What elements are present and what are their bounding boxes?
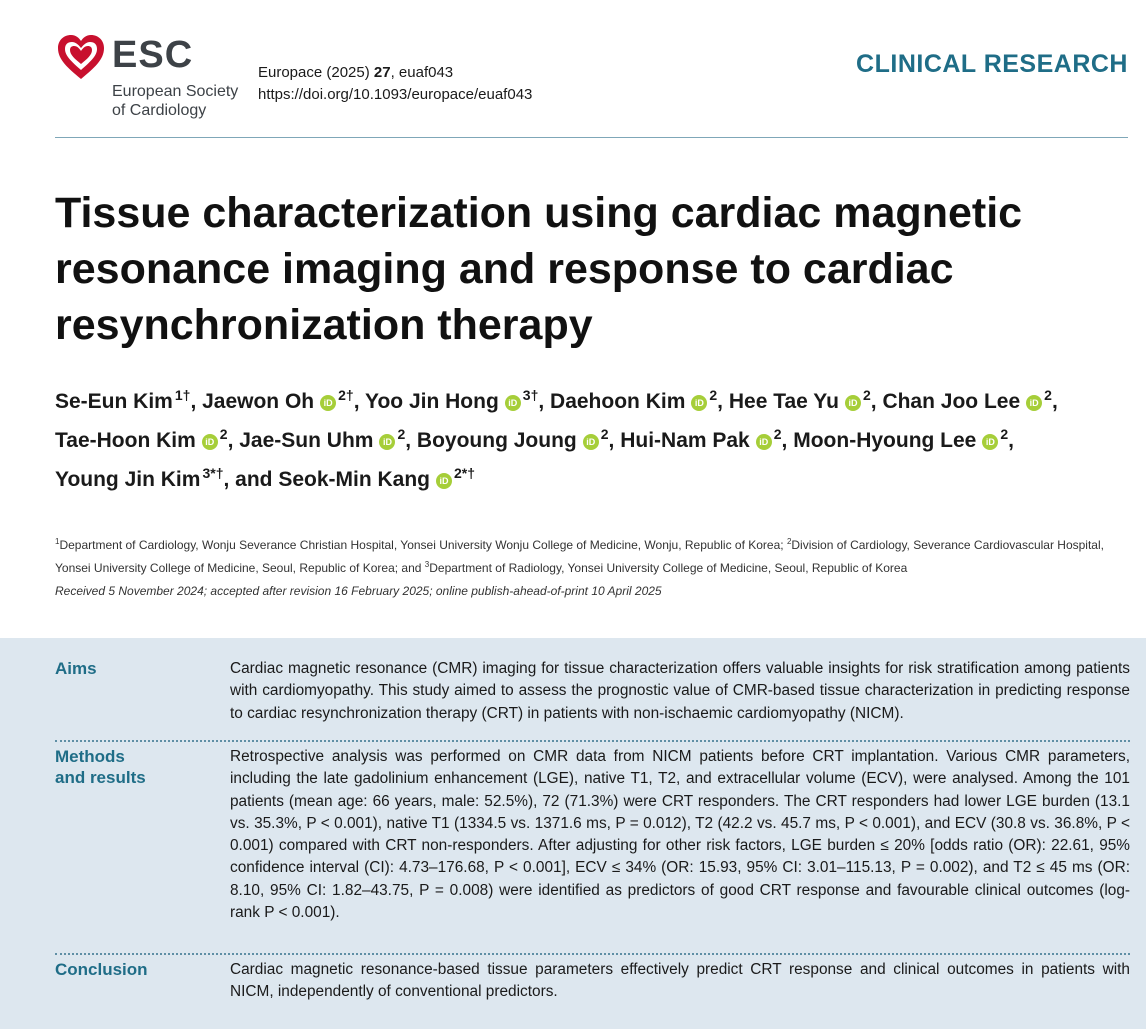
- author-name: Chan Joo Lee: [882, 390, 1021, 413]
- abstract-divider: [55, 740, 1130, 742]
- author: [620, 426, 782, 452]
- author: [55, 465, 224, 491]
- author-affiliation-mark: 3†: [522, 387, 539, 403]
- orcid-icon[interactable]: iD: [756, 434, 772, 450]
- orcid-icon[interactable]: iD: [583, 434, 599, 450]
- header-divider: [55, 137, 1128, 138]
- orcid-icon[interactable]: iD: [505, 395, 521, 411]
- journal-citation: [258, 62, 532, 106]
- author-name: Se-Eun Kim: [55, 390, 173, 413]
- orcid-icon[interactable]: iD: [1026, 395, 1042, 411]
- methods-label-line1: Methods: [55, 747, 125, 766]
- affiliation-text: Department of Cardiology, Wonju Severance Christian Hospital, Yonsei University Wonju College of Medicine, Wonju, Republic of Korea;: [59, 538, 787, 552]
- author-affiliation-mark: 2: [709, 387, 718, 403]
- author-affiliation-mark: 2: [862, 387, 871, 403]
- article-title: Tissue characterization using cardiac magnetic resonance imaging and response to cardiac resynchronization therapy: [55, 189, 1023, 349]
- author-name: Jae-Sun Uhm: [239, 429, 374, 452]
- author: [882, 387, 1052, 413]
- author-list: Se-Eun Kim $^{1\dagger}$, Jaewon Oh iD $^{2\dagger}$, Yoo Jin Hong iD $^{3\dagger}$, Daehoon Kim iD $^2$, Hee Tae Yu iD $^2$, Chan Joo Lee iD $^2$, Tae-Hoon Kim iD $^2$, Jae-Sun Uhm iD $^2$, Boyoung Joung iD $^2$, Hui-Nam Pak iD $^2$, Moon-Hyoung Lee iD $^2$, Young Jin Kim $^{3*\dagger}$, and Seok-Min Kang iD $^{2*\dagger}$: [55, 387, 1058, 491]
- author-name: Boyoung Joung: [416, 429, 577, 452]
- esc-sub-line2: of Cardiology: [112, 102, 207, 119]
- affiliation-number: 1: [55, 537, 60, 546]
- author-affiliation-mark: 2: [1044, 387, 1052, 403]
- author-name: Tae-Hoon Kim: [55, 429, 196, 452]
- author-affiliation-mark: 2: [773, 426, 782, 442]
- affiliations: [55, 532, 1130, 578]
- esc-logo-text: ESC: [112, 34, 194, 76]
- orcid-icon[interactable]: iD: [691, 395, 707, 411]
- author-name: Young Jin Kim: [55, 468, 201, 491]
- author: [202, 387, 354, 413]
- affiliation-text: Department of Radiology, Yonsei University College of Medicine, Seoul, Republic of Korea: [429, 561, 908, 575]
- author: [728, 387, 871, 413]
- esc-heart-logo-icon: [56, 34, 106, 82]
- author-affiliation-mark: 1†: [174, 387, 191, 403]
- author-affiliation-mark: 2: [219, 426, 228, 442]
- doi-link[interactable]: https://doi.org/10.1093/europace/euaf043: [258, 86, 533, 103]
- author-affiliation-mark: 2*†: [454, 465, 476, 481]
- abstract-divider: [55, 953, 1130, 955]
- journal-volume: 27: [373, 64, 391, 81]
- author: [550, 387, 718, 413]
- conclusion-label: Conclusion: [55, 960, 148, 979]
- author: [416, 426, 609, 452]
- orcid-icon[interactable]: iD: [202, 434, 218, 450]
- article-id: , euaf043: [390, 64, 454, 81]
- methods-label-line2: and results: [55, 768, 146, 787]
- orcid-icon[interactable]: iD: [982, 434, 998, 450]
- article-header: [0, 0, 1146, 140]
- esc-logo-subtitle: [112, 82, 238, 120]
- section-tag: CLINICAL RESEARCH: [856, 50, 1128, 78]
- author: [793, 426, 1009, 452]
- author: [55, 387, 191, 413]
- author-name: Yoo Jin Hong: [365, 390, 499, 413]
- author-name: Moon-Hyoung Lee: [793, 429, 977, 452]
- aims-text: Cardiac magnetic resonance (CMR) imaging for tissue characterization offers valuable insights for risk stratification among patients with cardiomyopathy. This study aimed to assess the prognostic value of CMR-based tissue characterization in predicting response to cardiac resynchronization therapy (CRT) in patients with non-ischaemic cardiomyopathy (NICM).: [230, 660, 1130, 722]
- author-name: Daehoon Kim: [550, 390, 686, 413]
- author-name: Hui-Nam Pak: [620, 429, 750, 452]
- author-affiliation-mark: 2: [600, 426, 609, 442]
- journal-volume-line: [258, 62, 532, 84]
- author: [365, 387, 539, 413]
- orcid-icon[interactable]: iD: [436, 473, 452, 489]
- author-affiliation-mark: 2: [397, 426, 406, 442]
- methods-label: [55, 746, 215, 788]
- author: [239, 426, 406, 452]
- esc-sub-line1: European Society: [112, 83, 239, 100]
- conclusion-text: Cardiac magnetic resonance-based tissue parameters effectively predict CRT response and clinical outcomes in patients with NICM, independently of conventional predictors.: [230, 961, 1130, 1001]
- aims-label: Aims: [55, 659, 97, 678]
- article-dates: Received 5 November 2024; accepted after revision 16 February 2025; online publish-ahead-of-print 10 April 2025: [55, 584, 662, 598]
- methods-text: Retrospective analysis was performed on CMR data from NICM patients before CRT implantation. Various CMR parameters, including the late gadolinium enhancement (LGE), native T1, T2, and extracellular volume (ECV), were analysed. Among the 101 patients (mean age: 66 years, male: 52.5%), 72 (71.3%) were CRT responders. The CRT responders had lower LGE burden (13.1 vs. 35.3%, P < 0.001), native T1 (1334.5 vs. 1371.6 ms, P = 0.012), T2 (42.2 vs. 45.7 ms, P < 0.001), and ECV (30.8 vs. 36.8%, P < 0.001) compared with CRT non-responders. After adjusting for other risk factors, LGE burden ≤ 20% [odds ratio (OR): 22.61, 95% confidence interval (CI): 4.73–176.68, P < 0.001], ECV ≤ 34% (OR: 15.93, 95% CI: 3.01–115.13, P = 0.002), and T2 ≤ 45 ms (OR: 8.10, 95% CI: 1.82–43.75, P = 0.008) were identified as predictors of good CRT response and favourable clinical outcomes (log-rank P < 0.001).: [230, 748, 1130, 922]
- author-name: Jaewon Oh: [202, 390, 315, 413]
- affiliation-number: 2: [786, 537, 792, 546]
- author-name: Hee Tae Yu: [728, 390, 839, 413]
- author-affiliation-mark: 2†: [338, 387, 354, 403]
- author: [55, 426, 228, 452]
- orcid-icon[interactable]: iD: [379, 434, 395, 450]
- author-affiliation-mark: 3*†: [202, 465, 224, 481]
- author-name: Seok-Min Kang: [278, 468, 431, 491]
- affiliation-text: Division of Cardiology, Severance Cardiovascular Hospital, Yonsei University College of Medicine, Seoul, Republic of Korea; and: [55, 538, 1104, 575]
- orcid-icon[interactable]: iD: [320, 395, 336, 411]
- affiliation-number: 3: [424, 560, 430, 569]
- author-affiliation-mark: 2: [1000, 426, 1009, 442]
- orcid-icon[interactable]: iD: [845, 395, 861, 411]
- journal-name: Europace (2025): [258, 64, 374, 81]
- author: [278, 465, 476, 491]
